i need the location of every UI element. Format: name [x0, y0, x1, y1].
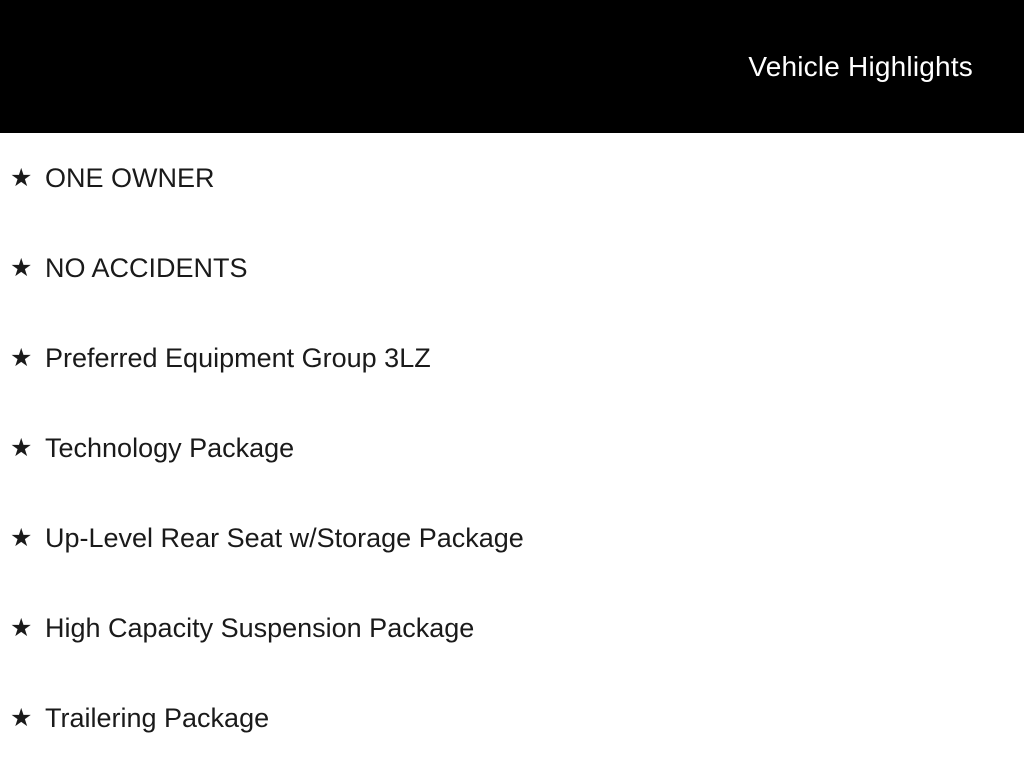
- list-item: [0, 403, 1024, 493]
- star-icon: ★: [10, 613, 33, 642]
- page-title: Vehicle Highlights: [748, 50, 973, 82]
- list-item-label: ONE OWNER: [45, 162, 215, 193]
- list-item: [0, 313, 1024, 403]
- star-icon: ★: [10, 253, 33, 282]
- list-item-label: Preferred Equipment Group 3LZ: [45, 342, 431, 373]
- list-item: [0, 673, 1024, 763]
- list-item: [0, 223, 1024, 313]
- star-icon: ★: [10, 703, 33, 732]
- header-bar: [0, 0, 1024, 133]
- list-item: [0, 583, 1024, 673]
- list-item-label: Technology Package: [45, 432, 295, 463]
- list-item-label: Trailering Package: [45, 702, 270, 733]
- list-item-label: Up-Level Rear Seat w/Storage Package: [45, 522, 524, 553]
- highlights-list: [0, 133, 1024, 763]
- star-icon: ★: [10, 163, 33, 192]
- star-icon: ★: [10, 433, 33, 462]
- list-item: [0, 493, 1024, 583]
- list-item: [0, 133, 1024, 223]
- star-icon: ★: [10, 343, 33, 372]
- star-icon: ★: [10, 523, 33, 552]
- list-item-label: High Capacity Suspension Package: [45, 612, 475, 643]
- list-item-label: NO ACCIDENTS: [45, 252, 248, 283]
